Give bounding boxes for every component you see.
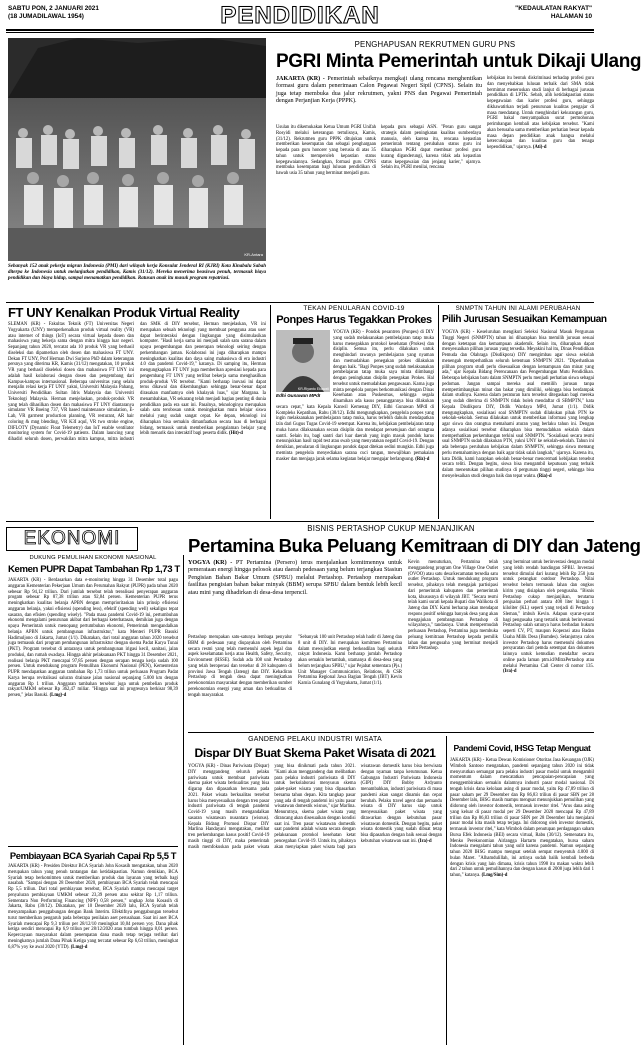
bca-body-text: JAKARTA (KR) - Presiden Direktur BCA Syariah John Kosasih mengatakan, tahun 2020 merupakan tahun yang penuh tantangan dan ketidakpastian. Namun demikian, BCA Syariah tetap berkomitmen untuk memberikan produk dan layanan yang terbaik bagi nasabah. "Sampai dengan 28 Desember 2020, pembiayaan BCA Syariah telah mencapai Rp 5,5 triliun. Dari total pembiayaan tersebut, BCA Syariah mampu mencapai target penyaluran pembiayaan UMKM sebesar 23,39 persen atau sekitar Rp 1,17 triliun. Sementara Non Performing Financing (NPF) 0,58 persen," ungkap John Kosasih di Jakarta, Rabu (30/12). Dikatakan, per 10 Desember 2020 lalu, BCA Syariah telah menyampaikan penggabungan dengan Bank Interim. Efektifnya penggabungan tersebut turut memberikan pengaruh pada beberapa penilaian aset perusahaan. Saat ini aset BCA Syariah mencapai Rp 9,3 triliun per 28/12/10 meningkat 10,04 persen yoy. Dana pihak ketiga sendiri mencapai Rp 6,9 triliun per 28/12/2020 atau tumbuh hingga 8,01 persen. Kepercayaan masyarakat dalam penempatan dana masih tetap terjaga terlihat dari meningkatnya jumlah Dana Pihak Ketiga yang tercatat sebesar Rp 6,63 triliun, meningkat 6,87% yoy ke awal 2020 (YTD). <box>8 864 178 950</box>
pupr-divider <box>8 846 178 847</box>
prokes-divider-v <box>438 305 439 519</box>
pupr-sig: (Lmg)-d <box>49 693 67 698</box>
hijri-line: (18 JUMADILAWAL 1954) <box>8 13 84 20</box>
ihsg-body <box>450 758 594 1044</box>
pertamina-dateline: YOGYA (KR) - <box>188 560 233 566</box>
top-story-sig: (Ati)-d <box>532 145 547 150</box>
snmptn-body <box>442 330 594 518</box>
pertamina-col3: Kevin menuturkan, Pertamina telah menggandeng program One Village One Outlet (OVOO) atau satu desa/kecamatan tersedia satu outlet Pertashop. Untuk mendukung program tersebut, pihaknya telah mengajak partisipasi dari pemerintah kabupaten dan pemerintah kota, khususnya di wilayah JBT. "Secara resmi telah kami surati kepala Bupati dan Walikota di Jateng dan DIY. Kami berharap akan mendapat respons positif sehingga banyak desa yang akan mengajukan pembangunan Pertashop di wilayahnya," tandasnya. Untuk mempermudah perluasan Pertashop, Pertamina juga membuka peluang kemitraan Pertashop kepada pemilik lahan dan pengusaha yang berminat menjadi mitra Pertashop. <box>408 560 498 652</box>
top-story-dateline: JAKARTA (KR) - <box>276 76 325 82</box>
masthead-rule-thin <box>6 32 594 33</box>
pertamina-divider <box>188 732 594 733</box>
top-story-col1: Usulan itu dikemukakan Ketua Umum PGRI Unifah Rosyidi melalui keterangan tertulisnya, Kamis, (31/12). Rekrutmen guru PPPK ditujukan untuk memberikan kesempatan dan sebagai penghargaan kepada para guru honorer yang berusia di atas 35 tahun untuk memperoleh kepastian status kepegawaiannya. Sedangkan, formasi guru CPNS membuka kesempatan bagi lulusan pendidikan di bawah usia 35 tahun yang berminat menjadi guru. <box>276 125 376 176</box>
ekonomi-divider-v <box>183 555 184 1045</box>
prokes-body <box>276 330 434 518</box>
vr-sig: (Hit)-d <box>229 431 243 437</box>
pupr-body-text: JAKARTA (KR) - Berdasarkan data e-monitoring hingga 31 Desember total pagu anggaran Kementerian Pekerjaan Umum dan Perumahan Rakyat (PUPR) pada tahun 2020 sebesar Rp 94,12 triliun. Dari jumlah tersebut telah terealisasi penyerapan anggaran progam sebesar Rp 87,38 triliun atau 92,84 persen. Kementerian PUPR terus meningkatkan kualitas belanja APBN dengan memprioritaskan lain prinsip efisiensi anggaran belanja, yakni efisiensi (spending less), efektif (spending well) sekaligus tepat sasaran, dan efisien (spending wisely). "Pada masa pandemi Covid-19 ini, pertumbuhan ekonomi mengalami penurunan akibat dari berbagai keterbatasan, demikian juga dengan upaya Pemerintah untuk menopang pertumbuhan ekonomi, Pemerintah mengandalkan belanja APBN untuk pembangunan infrastruktur," kata Menteri PUPR Basuki Hadimuljono di Jakarta, Jumat (1/1). Dikatakan, dari total anggaran tahun 2020 tersebut juga termasuk dari program pembangunan infrastruktur dengan skema Padat Karya Tunai (PKT). Program tersebut di antaranya untuk pembangunan irigasi kecil, sanitasi, jalan produksi, dan rumah swadaya. Hingga akhir pelaksanaan PKT hingga 31 Desember 2021, realisasi belanja PKT mencapai 97,85 persen dengan serapan tenaga kerja sudah 100 persen. Untuk mendukung program Pemulihan Ekonomi Nasional (PEN), Kementerian PUPR mendapatkan anggaran tambahan Rp 1,73 triliun untuk perluasan Program Padat Karya berupa revitalisasi saluran drainase jalan nasional sepanjang 5.000 km dengan anggaran Rp 1 triliun. Anggaran tambahan tersebut juga untuk pembelian produk rakyat/UMKM sebesar Rp 362,47 miliar. "Hingga saat ini progresnya berkisar 98,39 persen," jelas Basuki. <box>8 578 178 698</box>
prokes-body-text: YOGYA (KR) - Pondok pesantren (Ponpes) di DIY yang sudah melaksanakan pembelajaran tatap muka harus menegakkan protokol kesehatan (Prokes) dan disiplin. Semua itu, perlu dilakukan untuk menghindari rawanya pembelajaran yang nyaman dan memudahkan penegakan prokes dilakukan dengan baik. "Bagi Ponpes yang sudah melaksanakan pembelajaran tatap muka saya minta diimbangi dengan peningkatan disiplin penegakan Prokes. Hal tersebut untuk memudahkan pengawasan. Karna juga minta pengelola ponpes berkomunikasi dengan Dinas Kesehatan atau Puskesmas, sehingga segala dinamikan ada kasus penanggannya bisa dilakukan secara cepat," kata Kepala Kanwil Kemenag DIY, Edhi Gunawan MPdI di Kompleks Kepatihan, Rabu (30/12). Edhi mengungkapkan, pengelola ponpes yang ingin melaksanakan pembelajaran tatap muka, harus terlebih dahulu mendapatkan izin dari Gugus Tugas Covid-19 setempat. Karena itu, kebijakan pembelajaran tatap muka harus dilaksanakan secara disiplin dan mendapat persetujuan dari orangtua santri. Selain itu, bagi santri dari luar daerah yang ingin masuk pondok harus menunjukkan hasil rapid test atau swab yang menyatakan negatif Covid-19. Dengan demikian, penularan di lingkungan pondok dapat ditekan sedini mungkin. Edhi juga meminta pengelola menyediakan sarana cuci tangan, mewajibkan pemakaian masker dan menjaga jarak selama kegiatan belajar mengajar berlangsung. <box>276 330 434 462</box>
masthead-rule <box>6 29 594 31</box>
top-story-lead-text: Pemerintah sebaiknya mengkaji ulang rencana menghentikan formasi guru dalam penerimaan Calon Pegawai Negeri Sipil (CPNS). Selain itu juga tetap membuka dua jalur rekrutmen, yakni PNS dan Pegawai Pemerintah dengan Perjanjian Kerja (PPPK). <box>276 76 482 105</box>
dispar-headline: Dispar DIY Buat Skema Paket Wisata di 2021 <box>194 746 436 760</box>
page-number: HALAMAN 10 <box>550 13 592 20</box>
snmptn-body-text: YOGYA (KR) - Keseluruhan mengikuti Seleksi Nasional Masuk Perguruan Tinggi Negeri (SNMPTN) tahun ini diharapkan bisa memilih jurusan sesuai dengan ketetapan dan kemampuan akademik. Selain itu, diharapkan dapat menyesuaikan pilihan jurusan yang tersedia. Meyakini hal itu, Dinas Pendidikan Pemuda dan Olahraga (Disdikpora) DIY mengimbau agar siswa sekolah menengah memperhatikan seluruh ketentuan SNMPTN 2021. "Diperhatikan pilihan program studi perlu disesuaikan dengan kemampuan dan minat yang ada," ujar Kepala Bidang Perencanaan dan Pengembangan Mutu Pendidikan. Beberapa kebijakan baru dalam SNMPTN perlu menjadi perhatian siswa sebagai pedoman. Jangan sampai mereka asal memilih jurusan tanpa mempertimbangkan minat dan bakat yang dimiliki, sehingga bisa berdampak dalam studinya. Karena dalam peraturan baru tersebut ditegaskan bagi mereka yang sudah diterima di SNMPTN tidak boleh mendaftar di SBMPTN," kata Kepala Disdikpora DIY, Didik Wardaya MPd, Jumat (1/1). Didik mengungkapkan, sosialisasi soal SNMPTN sudah dilakukan pihak PTN ke sekolah-sekolah. Semua dilakukan untuk memberikan informasi yang lengkap agar siswa dan orangtua memahami aturan yang berlaku tahun ini. Dengan adanya sosialisasi tersebut diharapkan bisa memudahkan sekolah dalam memperhatikan perkembangan terkini soal SNMPTN. "Sosialisasi secara resmi soal SNMPTN sudah dilakukan PTN, yakni UNY ke sekolah-sekolah. Tahun ini ada beberapa perubahan kebijakan dalam SNMPTN, sehingga siswa memang perlu memahaminya dengan baik agar tidak salah langkah," ujarnya. Karena itu, kata Didik, kami harapkan sekolah benar-benar mencermati kebijakan tersebut secara teliti. Dengan begitu, siswa bisa mengambil keputusan yang terbaik dalam menentukan pilihan studinya di perguruan tinggi negeri, sehingga bisa menyelesaikan studi dengan baik dan tepat waktu. <box>442 330 594 479</box>
row1-divider <box>6 302 594 303</box>
pertamina-col2: "Sebanyak 100 unit Pertashop telah hadir di Jateng dan 8 unit di DIY. Ini merupakan komitmen Pertamina dalam mewujudkan energi berkeadilan bagi seluruh rakyat Indonesia. Kami berharap jumlah Pertashop akan semakin bertambah, utamanya di desa-desa yang belum terjangkau SPBU," ujar Pejabat sementara (Pjs.) Unit Manager Communication, Relations, & CSR Pertamina Regional Jawa Bagian Tengah (JBT) Kevin Karnia Gunalang di Yogyakarta, Jumat (1/1). <box>298 635 402 686</box>
dispar-body-text: YOGYA (KR) - Dinas Pariwisata (Dispar) DIY menggandeng seluruh pelaku pariwisata untuk membuat pariwisata skema paket wisata berkualitas yang bisa digarap dan dipasarkan bersama pada 2021. Paket wisata berkualitas tersebut harus bisa menyesuaikan dengan tren pasar industri pariwisata di tengah pandemi Covid-19 yang masih mengandalkan sasaran wisatawan nusantara (wisnus). Kepala Bidang Promosi Dispar DIY Marlina Handayani mengatakan, melihat tren perkembangan kasus positif Covid-19 masih tinggi di DIY, maka pemerintah masih memfokuskan pada paket wisata yang bisa dinikmati pada tahun 2021. "Kami akan menggandeng dan melibatkan para pelaku industri pariwisata di DIY untuk berkolaborasi menyusun skema paket-paket wisata yang bisa dipasarkan bersama tahun depan. Kita tangkap pasar yang ada di tengah pandemi ini yaitu pasar wisatawan domestik wisnus," ujar Marlina. Menurutnya, skema paket wisata yang dirancang akan disesuaikan dengan kondisi saat ini. Tren pasar wisatawan domestik saat pandemi adalah wisata secara dengan pelaksanaan protokol kesehatan ketat pencegahan Covid-19. Untuk itu, pihaknya akan menyiapkan paket wisata bagi para wisatawan domestik harus bisa berwisata dengan nyaman tanpa kerumunan. Ketua Gabungan Industri Pariwisata Indonesia (GIPI) DIY Bobby Ardyanto menambahkan, industri pariwisata di masa pandemi akan sangat dinamis dan cepat berubah. Pelaku travel agent dan pemandu wisata di DIY harus siap untuk menyesuaikan paket wisata yang ditawarkan dengan kebutuhan pasar wisatawan domestik. Dengan begitu, paket wisata domestik yang sudah dibuat tetap bisa dipasarkan dengan baik sesuai dengan kebutuhan wisatawan saat ini. <box>188 764 442 850</box>
pupr-headline: Kemen PUPR Dapat Tambahan Rp 1,73 T <box>8 564 180 575</box>
pertamina-lead <box>188 560 402 597</box>
bca-sig: (Lmg)-d <box>70 944 88 950</box>
top-story-lead <box>276 76 482 106</box>
pertamina-kicker: BISNIS PERTASHOP CUKUP MENJANJIKAN <box>307 524 475 533</box>
snmptn-kicker: SNMPTN TAHUN INI ALAMI PERUBAHAN <box>455 305 581 312</box>
ihsg-headline: Pandemi Covid, IHSG Tetap Menguat <box>453 743 591 753</box>
prokes-headline: Ponpes Harus Tegakkan Prokes <box>276 314 432 326</box>
vr-body-text: SLEMAN (KR) - Fakultas Teknik (FT) Universitas Negeri Yogyakarta (UNY) memperkenalkan produk virtual reality (VR) atau internet of things (IoT) secara virtual kepada dosen dan mahasiswa yang bekerja sama dengan mitra hingga luar negeri. Sepanjang tahun 2020, tercatat ada 10 produk VR yang berhasil diseleksi dan dipamerkan oleh dosen dan mahasiswa FT UNY. Dekan FT UNY, Prof Herman Dwi Surjono PhD dalam keterangan persnya yang diterima KR, Kamis (31/12) mengatakan, 10 produk VR yang berhasil diseleksi dosen dan mahasiswa FT UNY ini adalah hasil kolaborasi dengan dosen dan pengembang dari Kampus-kampus internasional. Beberapa universitas yang selalu menjalin relasi kerja FT UNY yakni, Universiti Malaysia Pahang, Universiti Pendidikan Sultan Idris Malaysia dan Universiti Teknologi Malaysia. Herman menjelaskan, produk-produk VR yang telah dihasilkan dosen dan mahasiswa FT UNY diantaranya simulator VR Boeing 737, VR based maintenance simulation, E-Lab, VR garment production planning, VR resturant, AR hair coloring & mng blending, VR K3I aquI, VR two stroke engine, DIFLOTY (Dynamic Float Telemetry) dan IoT enable ventilator monitoring system for Covid-19 patients. Dalam launcing yang dihadiri seluruh dosen, perwakilan mitra kampus, mitra industri dan SMK di DIY tersebut, Herman menjelaskan, VR ini merupakan sebuah teknologi yang membuat pengguna atau user dapat berinteraksi dengan lingkungan yang disimulasikan komputer. "Hasil kerja sama ini menjadi salah satu sarana dalam upaya pengembangan dan penerapan teknologi seiring dengan perkembangan jaman. Kolaborasi ini juga diharapkan mampu meningkatkan kualitas dan daya saing mahasiswa di era industri 4.0 dan pandemi Covid-19," katanya. Di samping itu, Herman mengungkapkan FT UNY juga memberikan apresiasi kepada para pengembang FT UNY yang terlibat bekerja sama menghasilkan produk-produk VR tersebut. "Kami berharap inovasi ini dapat terus dikawal dan dikembangkan sehingga benar-benar dapat dirasakan manfaatnya oleh khalayak luas," ujar Margana. Ia menambahkan, VR sekarang telah menjadi bagian penting di dunia pendidikan pada era saat ini. Pasalnya, teknologinya merupakan salah satu terobosan untuk meningkatkan mutu belajar siswa melalui yang sudah sangat cepat. Ke depan, teknologi ini diharapkan bisa semakin dimanfaatkan secara luas di berbagai bidang, termasuk untuk memberikan pengalaman belajar yang lebih menarik dan interaktif bagi peserta didik. <box>8 322 266 442</box>
snmptn-sig: (Ria)-d <box>537 473 552 479</box>
vr-divider-v <box>270 305 271 519</box>
prokes-photo-name: Edhi Gunawan MPdI <box>276 393 321 398</box>
section-divider <box>6 521 594 522</box>
pupr-kicker: DUKUNG PEMULIHAN EKONOMI NASIONAL <box>29 555 157 561</box>
photo-caption: Sebanyak 152 anak pekerja migran Indonesia (PMI) dari wilayah kerja Konsulat Jenderal RI (KJRI) Kota Kinabalu Sabah diterpa ke Indonesia untuk melanjutkan pendidikan, Kamis (31/12). Mereka menerima beasiswa penuh, termasuk biaya pendidikan dan biaya hidup, sampai menamatkan pendidikan. Ratusan anak itu masuk program repatriasi. <box>8 264 266 281</box>
prokes-sig: (Riz)-d <box>415 456 430 462</box>
vr-headline: FT UNY Kenalkan Produk Virtual Reality <box>8 305 240 320</box>
masthead-paper <box>422 5 592 21</box>
pertamina-headline: Pertamina Buka Peluang Kemitraan di DIY dan Jateng <box>188 535 641 556</box>
prokes-photo-spacer <box>276 330 333 400</box>
vr-body <box>8 322 266 518</box>
top-story-col3-text: kebijakan itu bentuk diskriminasi terhadap profesi guru dan menyebabkan lulusan terbaik dari SMA tidak bermimat meneruskan studi lanjut di berbagai jurusan pendidikan di LPTK. Sebab, alih ketidakpastian status kepegawaian dan karier profesi guru, sehingga dikhawatirkan terjadi penurunan kualitas pengajar di masa mendatang. Untuk menghindari kekurangan guru, PGRI bakal menyampaikan surat permohonan perimbangan kembali atas kebijakan tersebut. "Kami akan berusaha sama memberikan perhatian besar kepada masa depan pendidikan anak bangsa melalui ketercukupan dan kualitas guru dan tenaga kependidikan," ujarnya. <box>487 76 594 150</box>
bca-headline: Pembiayaan BCA Syariah Capai Rp 5,5 T <box>9 850 177 861</box>
prokes-photo-credit: KR-Riyanto Ekawati <box>297 387 329 391</box>
dispar-kicker: GANDENG PELAKU INDUSTRI WISATA <box>248 736 382 743</box>
students-photo-image <box>8 38 266 261</box>
pupr-body <box>8 578 178 844</box>
pertamina-col1: Pertashop merupakan satu-satunya lembaga penyalur BBM di pedesaan yang diupayakan oleh Pertamina secara resmi yang telah memenuhi aspek legal dan aspek keselamatan kerja atau Health, Safety, Security, Environment (HSSE). Sudah ada 108 unit Pertashop yang telah beroperasi dan tersebar di 28 kabupaten di provinsi Jawa Tengah (Jateng) dan DIY. Kehadiran Pertashop di tengah desa dapat meningkatkan perekonomian masyarakat dengan memberikan sumber perekonomian energi yang aman dan berkualitas di tengah masyarakat. <box>188 635 292 698</box>
date-line: SABTU PON, 2 JANUARI 2021 <box>8 5 99 12</box>
dispar-divider-v <box>446 736 447 1045</box>
pertamina-sig: (Ira)-d <box>503 669 517 675</box>
prokes-kicker: TEKAN PENULARAN COVID-19 <box>303 305 405 312</box>
ihsg-sig: (Lmg/Sim)-d <box>481 873 508 878</box>
paper-name: "KEDAULATAN RAKYAT" <box>515 5 592 12</box>
top-story-col3 <box>487 76 594 266</box>
section-title: PENDIDIKAN <box>220 2 380 29</box>
ekonomi-section-label: EKONOMI <box>6 527 138 551</box>
pertamina-col4-text: yang berminat untuk berinvestasi dengan modal yang lebih rendah bandingan SPBU. Investasi tersebut dimulai dari kurang lebih Rp 250 juta untuk perangkat outdoor Pertashop. Nilai tersebut belum termasuk lahan dan ongkos kirim yang disiapkan oleh pengusaha. "Bisnis Pertashop cukup menjanjikan, terutama penjualan perhari antara 400 liter hingga 1 kiloliter (KL) seperti yang terjadi di Pertashop Sleman," imbuh Kevin. Adapun syarat-syarat bagi pengusaha yang tertarik untuk berinvestasi Pertashop salah satunya harus berbadan hukum seperti CV, PT, maupun Koperasi atau Badan Usaha Milik Desa (Bumdes). Selanjutnya calon investor Pertashop harus memenuhi dokumen persyaratan dari pemda setempat dan dokumen lainnya untuk kemudian mendaftar secara online pada laman ptm.id/MitraPertashop atau melalui Pertamina Call Center di nomor 135. <box>503 560 594 669</box>
snmptn-headline: Pilih Jurusan Sesuaikan Kemampuan <box>442 314 607 325</box>
ihsg-body-text: JAKARTA (KR) - Ketua Dewan Komisioner Otoritas Jasa Keuangan (OJK) Wimboh Santoso mengatakan, pandemi sepanjang tahun 2020 ini tidak menyurutkan semangat para pelaku industri pasar modal untuk mengambil momentum dalam mencatatkan pencapaian-pencapaian yang menggembirakan semakin dalamnya industri pasar modal nasional. Di tengah krisis dana kelolaan asing di pasar modal, yaitu Rp 47,89 triliun di pasar saham per 29 Desember dan Rp 86,83 triliun di pasar SBN per 28 Desember lalu, IHSG masih mampu menguat menunjukkan pemulihan yang didorong oleh investor domestik, termasuk investor ritel. "Arus dana asing yang keluar di pasar modal per 29 Desember 2020 mencapai Rp 47,89 triliun dan Rp 86,83 triliun di pasar SBN per 28 Desember lalu menjalani pasar modal kita masih tetap terjaga. Ini didorong oleh investor domestik, termasuk investor ritel," kata Wimboh dalam penutupan perdagangan saham Bursa Efek Indonesia (BEI) secara virtual, Rabu (30/12). Semenatara itu, Menko Perekonomian Airlangga Hartarto mengatakan, bursa saham Indonesia mengalami tahun yang sulit karena pandemi. Namun sepanjang tahun 2020 IHSG mampu menguat setelah sempat menyentuh 4.000 di bulan Maret. "Alhamdulillah, ini artinya sudah balik kembali berbeda dengan krisis yang lain dimana, krisis tahun 1998 itu makan waktu lebih dari 2 tahun untuk pemulihannya dan dengan kasus di 2008 juga lebih dari 1 tahun," katanya. <box>450 758 594 878</box>
students-photo <box>8 38 266 261</box>
top-story-kicker: PENGHAPUSAN REKRUTMEN GURU PNS <box>354 40 516 49</box>
photo-credit: KR-Antara <box>244 252 263 257</box>
top-story-col2: kepada guru sebagai ASN. "Peran guru sangat strategis dalam peningkatan kualitas sumberdaya manusia, oleh karena itu, rencana kepastian pemerintah tentang perubahan status guru ini diharapkan PGRI dapat membuat profesi guru kurang diganderungi, karena tidak ada kepastian status kepegawaian dan jenjang karier," ujarnya. Selain itu, PGRI menilai, rencana <box>381 125 481 171</box>
bca-body <box>8 864 178 1044</box>
dispar-sig: (Ira)-d <box>418 838 432 844</box>
top-story-headline: PGRI Minta Pemerintah untuk Dikaji Ulang <box>276 51 641 72</box>
dispar-body <box>188 764 442 1044</box>
pertamina-col4 <box>503 560 594 728</box>
pertamina-lead-text: PT Pertamina (Persero) terus menjalankan komitmennya untuk pemerataan energi hingga pelosok atau daerah pedesaan yang belum terjangkau Stasiun Pengisian Bahan Bakar Umum (SPBU) melalui Pertashop. Pertashop merupakan fasilitas pengisian bahan bakar minyak (BBM) serupa SPBU dalam bentuk lebih kecil atau mini yang dihadirkan di desa-desa terpencil. <box>188 560 403 596</box>
